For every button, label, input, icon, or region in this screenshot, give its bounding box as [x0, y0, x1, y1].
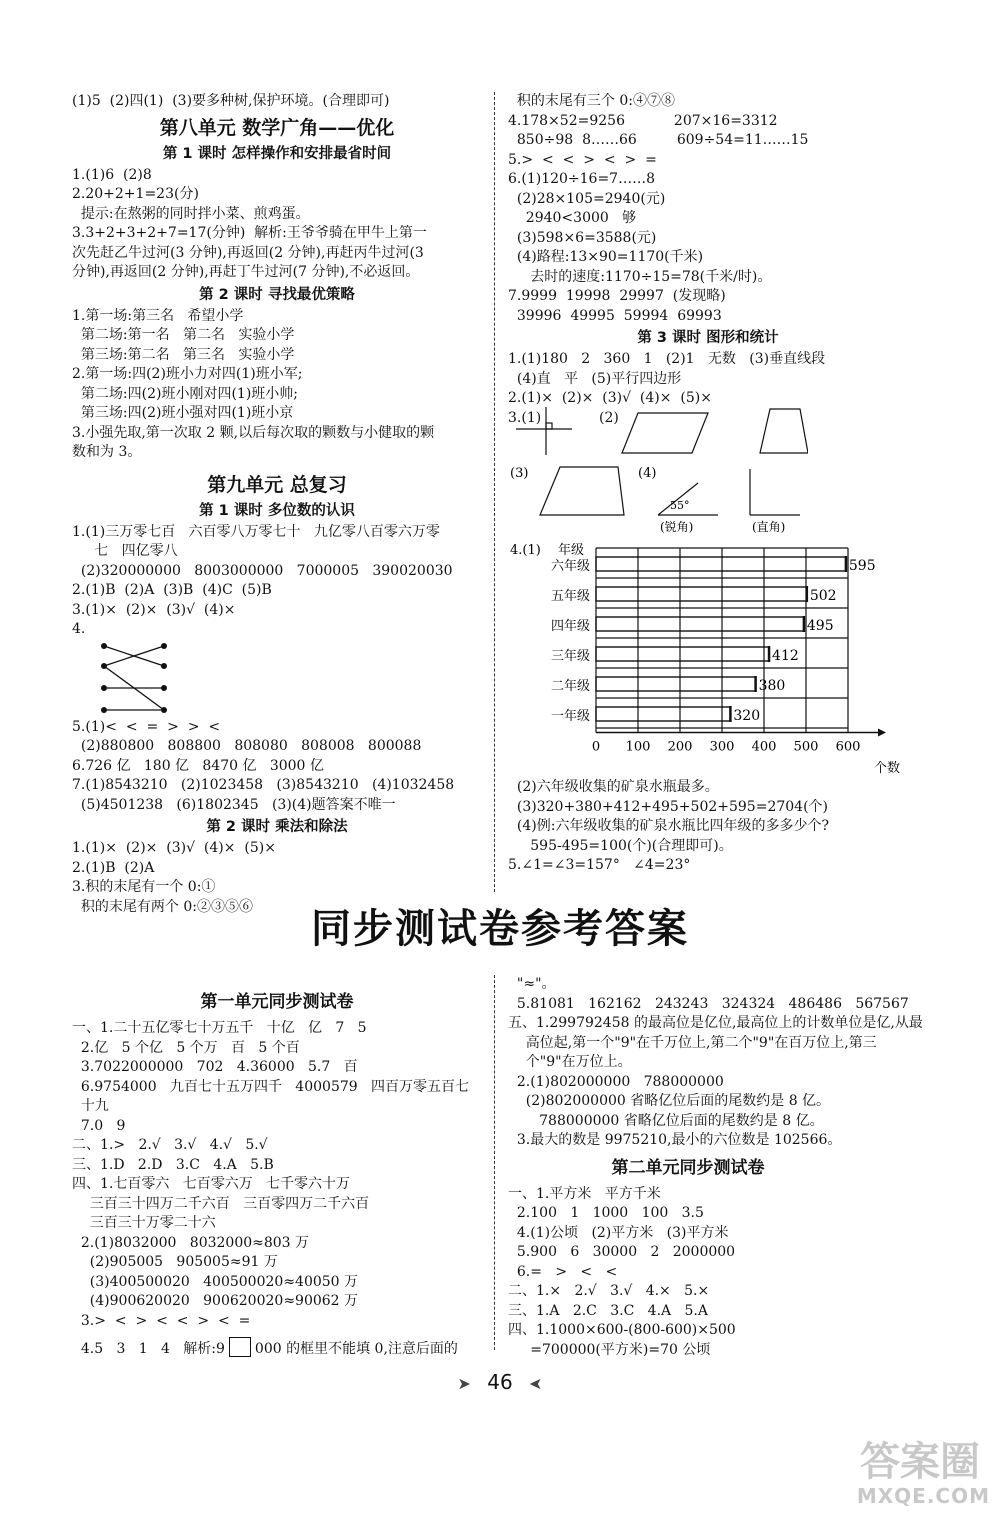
- category-label: 五年级: [550, 589, 590, 604]
- answer-line: 3.> < > < < > < =: [72, 1312, 251, 1329]
- category-label: 一年级: [550, 709, 590, 724]
- answer-line: (2)320000000 8003000000 7000005 390020030: [72, 562, 453, 579]
- answer-line: 一、1.平方米 平方千米: [508, 1185, 661, 1202]
- answer-line: 分钟),再返回(2 分钟),再赶丁牛过河(7 分钟),不必返回。: [72, 264, 420, 280]
- answer-line: 3.7022000000 702 4.36000 5.7 百: [72, 1059, 358, 1075]
- answer-line: 4.: [72, 621, 86, 637]
- lesson-heading: 第 3 课时 图形和统计: [637, 330, 779, 346]
- answer-line: 去时的速度:1170÷15=78(千米/时)。: [508, 268, 772, 285]
- answer-line: 2.(1)B (2)A: [72, 859, 155, 876]
- bar-value-label: 595: [848, 558, 876, 574]
- watermark-bottom: MXQE.COM: [856, 1484, 990, 1508]
- watermark-logo: [810, 1440, 990, 1510]
- answer-line: 四、1.七百零六 七百零六万 七千零六十万: [72, 1176, 351, 1192]
- bar: [596, 557, 846, 571]
- answer-line: 3.小强先取,第一次取 2 颗,以后每次取的颗数与小健取的颗: [72, 424, 435, 441]
- column-divider: [494, 92, 495, 892]
- column-divider: [494, 975, 495, 1350]
- trapezoid-figure: [760, 409, 808, 453]
- bar: [596, 647, 769, 661]
- lesson-heading: 第 2 课时 寻找最优策略: [199, 286, 355, 303]
- answer-line: 3.3+2+3+2+7=17(分钟) 解析:王爷爷骑在甲牛上第一: [72, 225, 427, 241]
- x-tick-label: 400: [751, 739, 777, 755]
- answer-line: 高位起,第一个"9"在千万位上,第二个"9"在百万位上,第三: [508, 1034, 877, 1051]
- answer-line: 5.> < < > < > =: [508, 151, 657, 168]
- perpendicular-figure: [516, 407, 572, 455]
- answer-line: 595-495=100(个)(合理即可)。: [508, 837, 733, 854]
- right-column-continued: [508, 778, 908, 876]
- answer-line: 2.(1)802000000 788000000: [508, 1073, 724, 1090]
- unit-8-heading: 第八单元 数学广角——优化: [159, 116, 395, 139]
- figure-label: (4): [638, 466, 657, 481]
- answer-line: 1.第一场:第三名 希望小学: [72, 307, 244, 324]
- answer-line: 三百三十万零二十六: [72, 1215, 216, 1231]
- test-heading: 第二单元同步测试卷: [611, 1157, 765, 1178]
- answer-line: 三百三十四万二千六百 三百零四万二千六百: [72, 1195, 370, 1212]
- answer-line: 1.(1)× (2)× (3)√ (4)× (5)×: [72, 840, 276, 856]
- answer-line: 2.第一场:四(2)班小力对四(1)班小军;: [72, 366, 303, 382]
- answer-line: 4.(1)公顷 (2)平方米 (3)平方米: [508, 1224, 729, 1241]
- answer-line: (2)880800 808800 808080 808008 800088: [72, 738, 422, 754]
- answer-line: (4)路程:13×90=1170(千米): [508, 249, 704, 265]
- category-label: 四年级: [550, 619, 590, 634]
- bar-value-label: 502: [809, 588, 837, 604]
- trapezoid-figure: [540, 467, 624, 515]
- answer-box: [229, 1337, 251, 1357]
- answer-line: 第三场:四(2)班小强对四(1)班小京: [72, 405, 294, 421]
- lesson-heading: 第 1 课时 多位数的认识: [199, 502, 355, 519]
- answer-line: 第二场:四(2)班小刚对四(1)班小帅;: [72, 385, 298, 402]
- geometry-figures: [508, 405, 808, 535]
- bar-chart: [508, 540, 928, 778]
- left-column: [72, 92, 482, 917]
- answer-line: 数和为 3。: [72, 444, 142, 460]
- answer-line: 5.(1)< < = > > <: [72, 718, 221, 735]
- answer-line: (3)400500020 400500020≈40050 万: [72, 1273, 359, 1290]
- answer-line: 4.178×52=9256 207×16=3312: [508, 112, 778, 129]
- answer-line: 1.(1)6 (2)8: [72, 166, 152, 183]
- category-label: 六年级: [550, 559, 590, 574]
- test-1-column: [72, 985, 482, 1360]
- category-label: 二年级: [550, 679, 590, 694]
- y-axis-title: 年级: [558, 543, 585, 558]
- answer-line: [72, 1337, 482, 1360]
- x-tick-label: 600: [835, 739, 861, 755]
- x-tick-label: 300: [709, 739, 735, 755]
- answer-line: 7.0 9: [72, 1117, 126, 1134]
- watermark-top: 答案圈: [860, 1439, 980, 1485]
- answer-line: 提示:在熬粥的同时拌小菜、煎鸡蛋。: [72, 205, 310, 222]
- parallelogram-figure: [622, 413, 708, 453]
- answer-line: 6.726 亿 180 亿 8470 亿 3000 亿: [72, 757, 324, 774]
- answer-line: 1.(1)180 2 360 1 (2)1 无数 (3)垂直线段: [508, 351, 826, 367]
- answer-line: 2.(1)8032000 8032000≈803 万: [72, 1234, 310, 1251]
- x-axis-arrow-icon: [878, 729, 886, 737]
- x-tick-label: 0: [591, 739, 601, 755]
- answer-line: =700000(平方米)=70 公顷: [508, 1341, 711, 1358]
- answer-line: 6.9754000 九百七十五万四千 4000579 四百万零五百七: [72, 1078, 470, 1095]
- answer-line: 四、1.1000×600-(800-600)×500: [508, 1322, 736, 1338]
- answer-line: 积的末尾有两个 0:②③⑤⑥: [72, 898, 253, 915]
- answer-text: 4.5 3 1 4 解析:9: [72, 1341, 225, 1357]
- chevron-left-icon: ➤: [529, 1374, 543, 1393]
- answer-text: 000 的框里不能填 0,注意后面的: [254, 1341, 458, 1357]
- x-axis-title: 个数: [874, 761, 901, 776]
- answer-line: 一、1.二十五亿零七十万五千 十亿 亿 7 5: [72, 1020, 367, 1036]
- answer-line: 二、1.× 2.√ 3.√ 4.× 5.×: [508, 1283, 710, 1299]
- answer-line: (1)5 (2)四(1) (3)要多种树,保护环境。(合理即可): [72, 93, 390, 109]
- bar: [596, 707, 730, 721]
- answer-line: 3.(1)× (2)× (3)√ (4)×: [72, 601, 236, 618]
- answer-line: 2.(1)× (2)× (3)√ (4)× (5)×: [508, 390, 712, 406]
- test-heading: 第一单元同步测试卷: [200, 992, 354, 1012]
- answer-line: 5.∠1=∠3=157° ∠4=23°: [508, 857, 691, 873]
- chart-bars: [596, 556, 846, 722]
- answer-line: (4)例:六年级收集的矿泉水瓶比四年级的多多少个?: [508, 818, 829, 834]
- bar: [596, 677, 756, 691]
- right-column: [508, 92, 908, 428]
- answer-line: 七 四亿零八: [72, 543, 178, 559]
- answer-line: 5.81081 162162 243243 324324 486486 567567: [508, 995, 909, 1012]
- bar-value-label: 380: [758, 678, 786, 694]
- chevron-right-icon: ➤: [457, 1374, 471, 1393]
- answer-line: "≈"。: [508, 976, 556, 992]
- answer-line: 五、1.299792458 的最高位是亿位,最高位上的计数单位是亿,从最: [508, 1015, 923, 1031]
- answer-line: 2.20+2+1=23(分): [72, 186, 199, 202]
- answer-line: 6.(1)120÷16=7……8: [508, 171, 655, 187]
- answer-line: 2940<3000 够: [508, 210, 637, 226]
- answer-line: 积的末尾有三个 0:④⑦⑧: [508, 93, 675, 109]
- x-tick-label: 200: [667, 739, 693, 755]
- answer-line: 1.(1)三万零七百 六百零八万零七十 九亿零八百零六万零: [72, 523, 440, 540]
- matching-lines-figure: [86, 640, 206, 718]
- answer-line: 2.亿 5 个亿 5 个万 百 5 个百: [72, 1039, 300, 1056]
- bar-value-label: 320: [733, 708, 761, 724]
- answer-line: (2)905005 905005≈91 万: [72, 1254, 278, 1270]
- answer-line: 7.(1)8543210 (2)1023458 (3)8543210 (4)1032458: [72, 777, 455, 793]
- answer-line: 788000000 省略亿位后面的尾数约是 8 亿。: [508, 1112, 824, 1129]
- answer-line: (2)28×105=2940(元): [508, 190, 666, 207]
- answer-line: (4)900620020 900620020≈90062 万: [72, 1293, 359, 1309]
- bar-value-label: 412: [772, 648, 799, 664]
- answer-line: 5.900 6 30000 2 2000000: [508, 1244, 736, 1260]
- lesson-heading: 第 2 课时 乘法和除法: [206, 819, 348, 835]
- answer-line: 2.100 1 1000 100 3.5: [508, 1205, 704, 1221]
- page-number-text: 46: [487, 1370, 513, 1394]
- answer-line: 850÷98 8……66 609÷54=11……15: [508, 132, 809, 148]
- answer-line: 6.= > < <: [508, 1263, 618, 1280]
- question-label: 4.(1): [510, 543, 541, 558]
- answer-line: 三、1.A 2.C 3.C 4.A 5.A: [508, 1302, 708, 1319]
- unit-9-heading: 第九单元 总复习: [207, 473, 347, 496]
- answer-line: 3.(1) (2): [508, 409, 619, 426]
- answer-line: (2)802000000 省略亿位后面的尾数约是 8 亿。: [508, 1093, 831, 1109]
- answer-line: 3.积的末尾有一个 0:①: [72, 879, 216, 895]
- x-tick-label: 100: [625, 739, 651, 755]
- answer-line: (2)六年级收集的矿泉水瓶最多。: [508, 779, 719, 795]
- answer-line: 二、1.> 2.√ 3.√ 4.√ 5.√: [72, 1137, 268, 1153]
- answer-line: 十九: [72, 1098, 109, 1114]
- angle-caption: (直角): [752, 520, 786, 534]
- x-tick-label: 500: [793, 739, 819, 755]
- answer-line: (5)4501238 (6)1802345 (3)(4)题答案不唯一: [72, 796, 396, 813]
- page-number: [0, 1370, 1000, 1394]
- answer-line: 三、1.D 2.D 3.C 4.A 5.B: [72, 1156, 274, 1173]
- lesson-heading: 第 1 课时 怎样操作和安排最省时间: [162, 145, 392, 162]
- bar-value-label: 495: [806, 618, 834, 634]
- answer-line: (3)320+380+412+495+502+595=2704(个): [508, 798, 828, 815]
- answer-line: 3.最大的数是 9975210,最小的六位数是 102566。: [508, 1132, 842, 1148]
- answer-line: 个"9"在万位上。: [508, 1054, 632, 1070]
- answer-line: 次先赶乙牛过河(3 分钟),再返回(2 分钟),再赶丙牛过河(3: [72, 244, 424, 261]
- category-label: 三年级: [550, 649, 590, 664]
- angle-label: 55°: [670, 499, 690, 512]
- answer-line: 2.(1)B (2)A (3)B (4)C (5)B: [72, 582, 272, 598]
- figure-label: (3): [510, 466, 529, 481]
- answer-line: 第二场:第一名 第二名 实验小学: [72, 327, 295, 343]
- answer-line: 第三场:第二名 第三名 实验小学: [72, 346, 295, 363]
- answer-line: (4)直 平 (5)平行四边形: [508, 370, 682, 387]
- bar: [596, 587, 807, 601]
- answer-line: 7.9999 19998 29997 (发现略): [508, 288, 726, 304]
- bar: [596, 617, 804, 631]
- test-2-column: [508, 975, 928, 1360]
- section-title: 同步测试卷参考答案: [311, 906, 689, 952]
- answer-line: 39996 49995 59994 69993: [508, 307, 722, 324]
- angle-caption: (锐角): [660, 520, 694, 534]
- answer-line: (3)598×6=3588(元): [508, 229, 657, 246]
